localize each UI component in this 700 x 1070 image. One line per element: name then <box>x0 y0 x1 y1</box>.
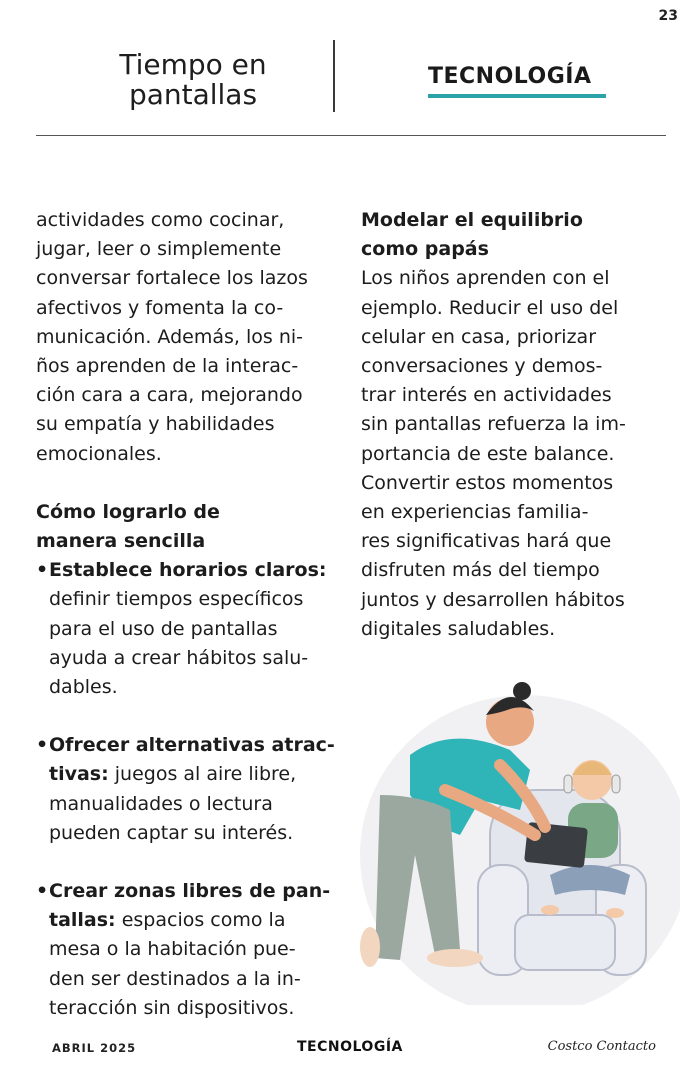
tip-line <box>49 644 346 673</box>
tip-line <box>49 615 346 644</box>
section-title: TECNOLOGÍA <box>428 64 592 89</box>
tip-title: tallas: <box>49 909 116 932</box>
intro-line: actividades como cocinar, <box>36 209 285 231</box>
tip-line <box>49 819 346 848</box>
tip-line <box>49 556 346 585</box>
body-line: celular en casa, priorizar <box>361 325 597 348</box>
tip-text: mesa o la habitación pue- <box>49 938 296 961</box>
intro-line: jugar, leer o simplemente <box>36 238 282 261</box>
header-divider <box>333 40 335 112</box>
tip-line <box>49 906 346 935</box>
tip-text: definir tiempos específicos <box>49 588 304 611</box>
intro-line: municación. Además, los ni- <box>36 325 303 348</box>
intro-line: conversar fortalece los lazos <box>36 267 308 290</box>
intro-line: ños aprenden de la interac- <box>36 355 299 378</box>
heading-line: manera sencilla <box>36 530 206 553</box>
body-line: res significativas hará que <box>361 530 612 553</box>
how-to-heading <box>36 498 346 556</box>
right-column <box>361 206 671 644</box>
intro-line: emocionales. <box>36 442 162 465</box>
tip-title: Ofrecer alternativas atrac- <box>49 734 335 757</box>
tip-line <box>49 994 346 1023</box>
tip-title: Establece horarios claros: <box>49 559 327 582</box>
body-line: Los niños aprenden con el <box>361 267 610 290</box>
tip-line <box>49 790 346 819</box>
modeling-paragraph <box>361 264 671 644</box>
header-rule <box>36 135 666 136</box>
body-line: en experiencias familia- <box>361 501 589 524</box>
tip-line <box>49 585 346 614</box>
tip-text: para el uso de pantallas <box>49 617 278 640</box>
left-column <box>36 206 346 1023</box>
tip-item <box>36 731 346 848</box>
footer-date: ABRIL 2025 <box>52 1041 137 1055</box>
body-line: Convertir estos momentos <box>361 471 614 494</box>
tip-text: dables. <box>49 676 118 699</box>
tip-text: manualidades o lectura <box>49 792 273 815</box>
tip-text: pueden captar su interés. <box>49 821 294 844</box>
tip-line <box>49 760 346 789</box>
section-title-underline <box>428 94 606 98</box>
page-title-line-2: pantallas <box>128 78 258 111</box>
body-line: digitales saludables. <box>361 617 556 640</box>
modeling-heading <box>361 206 671 264</box>
body-line: disfruten más del tiempo <box>361 559 600 582</box>
intro-line: su empatía y habilidades <box>36 413 275 436</box>
tips-list <box>36 556 346 1023</box>
body-line: ejemplo. Reducir el uso del <box>361 296 619 319</box>
parent-child-tablet-illustration <box>350 675 680 1005</box>
heading-line: Modelar el equilibrio <box>361 209 583 231</box>
heading-line: Cómo lograrlo de <box>36 500 220 523</box>
tip-text: espacios como la <box>115 909 286 932</box>
tip-title: Crear zonas libres de pan- <box>49 880 331 903</box>
page-title-line-1: Tiempo en <box>119 48 267 81</box>
tip-line <box>49 731 346 760</box>
heading-line: como papás <box>361 238 489 261</box>
intro-paragraph <box>36 206 346 469</box>
tip-text: ayuda a crear hábitos salu- <box>49 646 309 669</box>
tip-text: teracción sin dispositivos. <box>49 996 295 1019</box>
tip-title: tivas: <box>49 763 109 786</box>
tip-line <box>49 877 346 906</box>
tip-line <box>49 935 346 964</box>
body-line: sin pantallas refuerza la im- <box>361 413 626 436</box>
footer-section: TECNOLOGÍA <box>297 1039 403 1055</box>
body-line: portancia de este balance. <box>361 442 615 465</box>
tip-text: juegos al aire libre, <box>108 763 297 786</box>
tip-text: den ser destinados a la in- <box>49 967 301 990</box>
tip-item <box>36 877 346 1023</box>
footer-brand: Costco Contacto <box>547 1039 656 1054</box>
tip-item <box>36 556 346 702</box>
page-title <box>62 50 324 110</box>
body-line: trar interés en actividades <box>361 384 612 407</box>
page-number: 23 <box>658 8 678 24</box>
tip-line <box>49 965 346 994</box>
body-line: conversaciones y demos- <box>361 355 603 378</box>
intro-line: afectivos y fomenta la co- <box>36 296 284 319</box>
tip-line <box>49 673 346 702</box>
body-line: juntos y desarrollen hábitos <box>361 588 625 611</box>
intro-line: ción cara a cara, mejorando <box>36 384 303 407</box>
